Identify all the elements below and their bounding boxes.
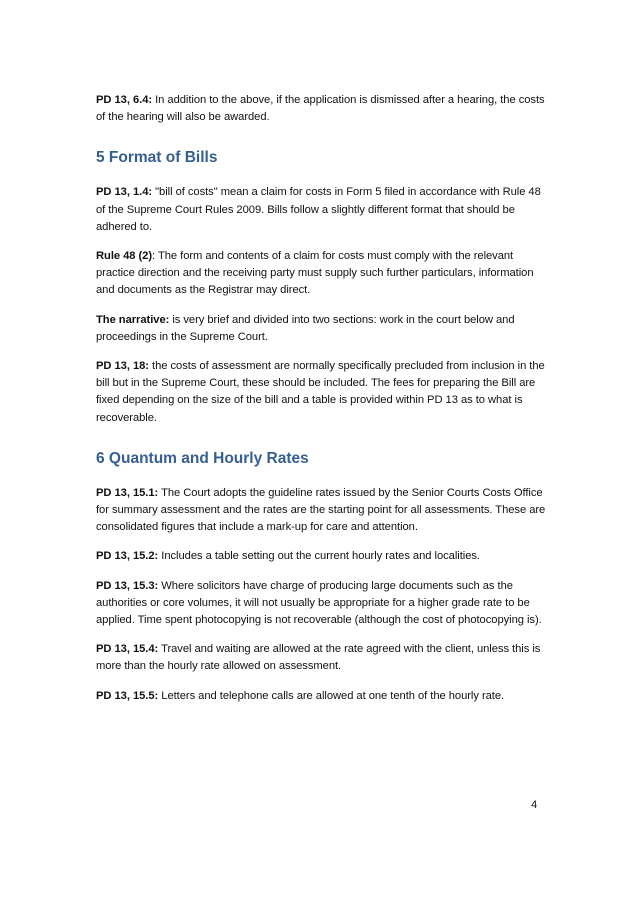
paragraph-ref: PD 13, 15.1: (96, 486, 159, 499)
paragraph-ref: PD 13, 15.5: (96, 689, 159, 702)
paragraph-text: The Court adopts the guideline rates issued by the Senior Courts Costs Office for summary assessment and the rates are the starting point for all assessments. These are consolidated figures that include a mark-up for care and attention. (96, 486, 546, 534)
paragraph-text: : The form and contents of a claim for costs must comply with the relevant practice direction and the receiving party must supply such further particulars, information and documents as the Registrar may direct. (96, 250, 534, 297)
paragraph-ref: PD 13, 1.4: (96, 186, 153, 199)
paragraph-ref: PD 13, 18: (96, 360, 149, 373)
paragraph-ref: The narrative: (96, 313, 170, 326)
paragraph-ref: PD 13, 15.4: (96, 643, 159, 656)
section-heading-quantum-hourly-rates: 6 Quantum and Hourly Rates (96, 449, 309, 467)
paragraph-text: the costs of assessment are normally specifically precluded from inclusion in the bill but in the Supreme Court, these should be included. The fees for preparing the Bill are fixed depending on the size of the bill and a table is provided within PD 13 as to what is recoverable. (96, 360, 545, 424)
paragraph-ref: PD 13, 15.3: (96, 579, 159, 592)
paragraph-text: is very brief and divided into two sections: work in the court below and proceedings in the Supreme Court. (96, 313, 515, 343)
section-heading-format-of-bills: 5 Format of Bills (96, 149, 218, 167)
paragraph-ref: PD 13, 15.2: (96, 550, 159, 563)
paragraph-text: Letters and telephone calls are allowed at one tenth of the hourly rate. (158, 689, 505, 702)
paragraph-ref: Rule 48 (2) (96, 250, 153, 263)
paragraph-text: Includes a table setting out the current hourly rates and localities. (158, 550, 480, 563)
paragraph-rule-48-2 (96, 248, 548, 300)
paragraph-text: Travel and waiting are allowed at the rate agreed with the client, unless this is more than the hourly rate allowed on assessment. (96, 643, 541, 673)
paragraph-text: In addition to the above, if the application is dismissed after a hearing, the costs of the hearing will also be awarded. (96, 94, 545, 124)
paragraph-narrative (96, 312, 548, 346)
paragraph-pd13-6-4 (96, 92, 548, 126)
paragraph-pd13-15-3 (96, 578, 548, 630)
paragraph-pd13-15-4 (96, 641, 548, 675)
paragraph-pd13-15-1 (96, 485, 548, 537)
paragraph-ref: PD 13, 6.4: (96, 94, 153, 106)
page-number: 4 (531, 799, 538, 811)
paragraph-pd13-15-5 (96, 688, 548, 705)
paragraph-text: "bill of costs" mean a claim for costs in Form 5 filed in accordance with Rule 48 of the Supreme Court Rules 2009. Bills follow a slightly different format that should be adhered to. (96, 186, 541, 233)
paragraph-pd13-1-4 (96, 184, 548, 236)
paragraph-text: Where solicitors have charge of producing large documents such as the authorities or core volumes, it will not usually be appropriate for a higher grade rate to be applied. Time spent photocopying is not recoverable (although the cost of photocopying is). (96, 579, 542, 627)
paragraph-pd13-15-2 (96, 548, 548, 565)
document-body (96, 92, 548, 717)
paragraph-pd13-18 (96, 358, 548, 427)
